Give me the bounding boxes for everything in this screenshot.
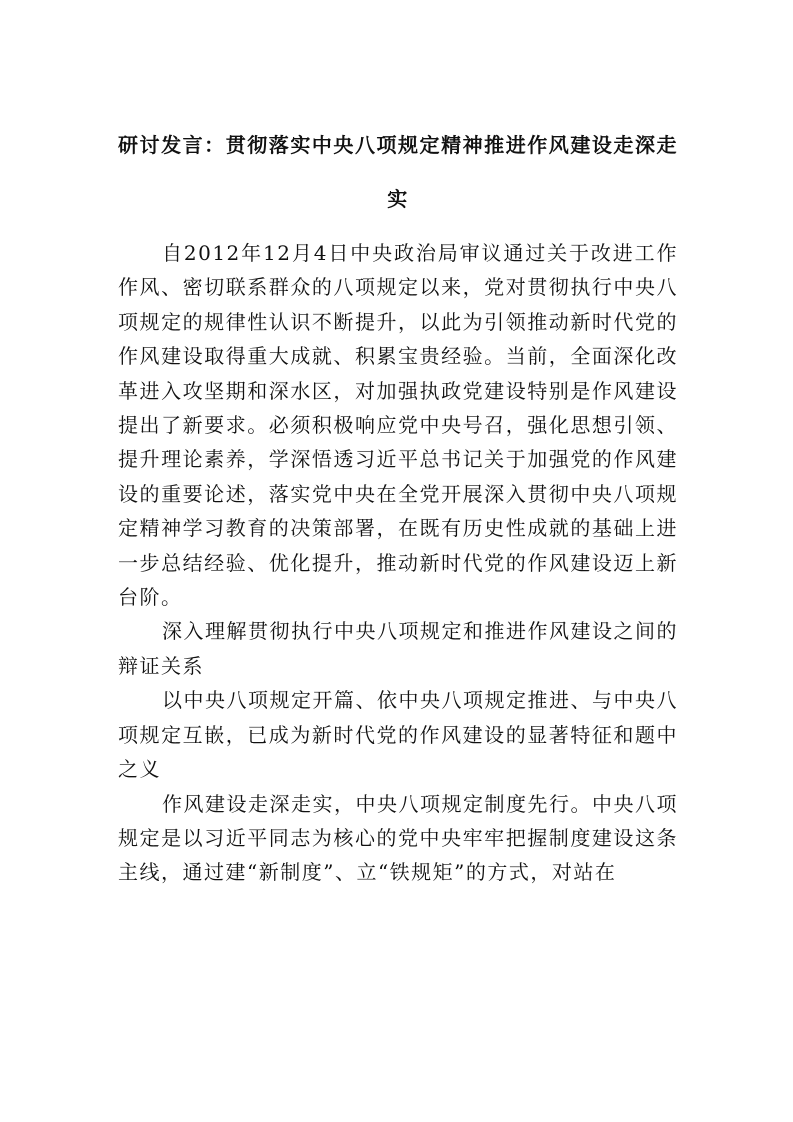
paragraph-body: 作风建设走深走实，中央八项规定制度先行。中央八项规定是以习近平同志为核心的党中央牢牢把握制度建设这条主线，通过建“新制度”、立“铁规矩”的方式，对站在 (118, 791, 678, 885)
subsection-heading: 以中央八项规定开篇、依中央八项规定推进、与中央八项规定互嵌，已成为新时代党的作风建设的显著特征和题中之义 (118, 688, 678, 782)
section-heading: 深入理解贯彻执行中央八项规定和推进作风建设之间的辩证关系 (118, 619, 678, 678)
document-body (118, 236, 678, 890)
document-title: 研讨发言：贯彻落实中央八项规定精神推进作风建设走深走实 (118, 133, 678, 211)
paragraph-intro: 自2012年12月4日中央政治局审议通过关于改进工作作风、密切联系群众的八项规定以来，党对贯彻执行中央八项规定的规律性认识不断提升，以此为引领推动新时代党的作风建设取得重大成就、积累宝贵经验。当前，全面深化改革进入攻坚期和深水区，对加强执政党建设特别是作风建设提出了新要求。必须积极响应党中央号召，强化思想引领、提升理论素养，学深悟透习近平总书记关于加强党的作风建设的重要论述，落实党中央在全党开展深入贯彻中央八项规定精神学习教育的决策部署，在既有历史性成就的基础上进一步总结经验、优化提升，推动新时代党的作风建设迈上新台阶。 (118, 241, 678, 610)
